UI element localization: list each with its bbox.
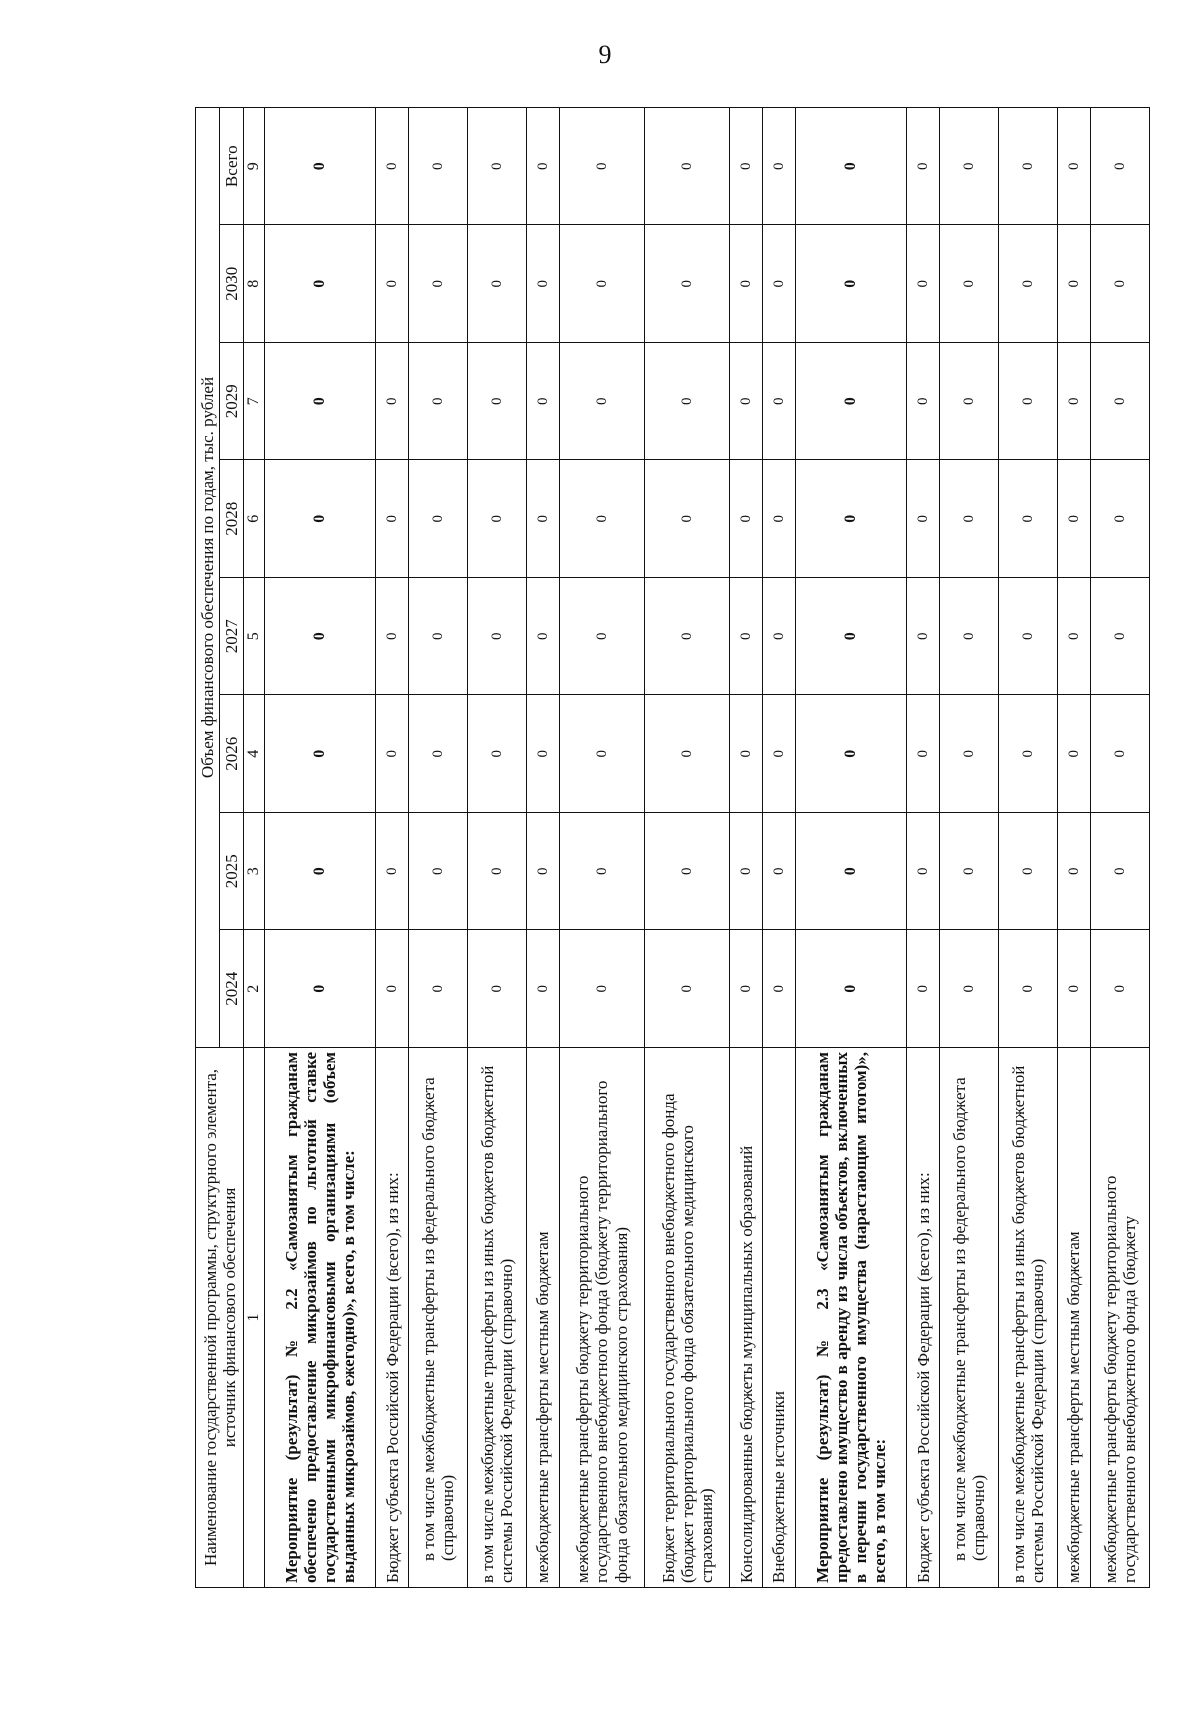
- value-cell: 0: [527, 343, 560, 461]
- value-cell: 0: [998, 225, 1057, 343]
- value-cell: 0: [409, 343, 468, 461]
- column-number: 8: [244, 225, 265, 343]
- value-cell: 0: [730, 578, 763, 696]
- table-body: [264, 107, 1149, 1587]
- value-cell: 0: [1090, 460, 1149, 578]
- value-cell: 0: [468, 813, 527, 931]
- value-cell: 0: [763, 343, 796, 461]
- value-cell: 0: [939, 578, 998, 696]
- value-cell: 0: [795, 107, 906, 225]
- table-row: [763, 107, 796, 1587]
- value-cell: 0: [998, 930, 1057, 1048]
- table-row: [939, 107, 998, 1587]
- year-header: 2025: [220, 813, 244, 931]
- column-number: 1: [244, 1048, 265, 1588]
- year-header: 2026: [220, 695, 244, 813]
- value-cell: 0: [409, 460, 468, 578]
- column-number-row: [244, 107, 265, 1587]
- row-label: Мероприятие (результат) № 2.2 «Самозанятым гражданам обеспечено предоставление микрозаймов по льготной ставке государственными микрофинансовыми организациями (объем выданных микрозаймов, ежегодно)», всего, в том числе:: [264, 1048, 375, 1588]
- value-cell: 0: [468, 930, 527, 1048]
- value-cell: 0: [730, 225, 763, 343]
- table-row: [795, 107, 906, 1587]
- value-cell: 0: [468, 107, 527, 225]
- value-cell: 0: [1057, 695, 1090, 813]
- value-cell: 0: [730, 695, 763, 813]
- value-cell: 0: [998, 813, 1057, 931]
- value-cell: 0: [376, 930, 409, 1048]
- column-number: 2: [244, 930, 265, 1048]
- value-cell: 0: [376, 813, 409, 931]
- value-cell: 0: [795, 813, 906, 931]
- year-header: 2029: [220, 343, 244, 461]
- value-cell: 0: [998, 460, 1057, 578]
- row-label: Внебюджетные источники: [763, 1048, 796, 1588]
- value-cell: 0: [998, 578, 1057, 696]
- value-cell: 0: [559, 930, 644, 1048]
- value-cell: 0: [795, 343, 906, 461]
- row-label: в том числе межбюджетные трансферты из федерального бюджета (справочно): [409, 1048, 468, 1588]
- value-cell: 0: [907, 813, 940, 931]
- value-cell: 0: [409, 225, 468, 343]
- table-row: [730, 107, 763, 1587]
- value-cell: 0: [376, 225, 409, 343]
- value-cell: 0: [264, 225, 375, 343]
- value-cell: 0: [468, 460, 527, 578]
- value-cell: 0: [907, 343, 940, 461]
- value-cell: 0: [559, 225, 644, 343]
- table-row: [1090, 107, 1149, 1587]
- value-cell: 0: [264, 695, 375, 813]
- value-cell: 0: [264, 930, 375, 1048]
- header-volume-cell: Объем финансового обеспечения по годам, тыс. рублей: [196, 107, 220, 1047]
- value-cell: 0: [907, 225, 940, 343]
- value-cell: 0: [376, 107, 409, 225]
- value-cell: 0: [998, 107, 1057, 225]
- value-cell: 0: [1090, 578, 1149, 696]
- value-cell: 0: [1057, 578, 1090, 696]
- value-cell: 0: [939, 107, 998, 225]
- value-cell: 0: [409, 578, 468, 696]
- value-cell: 0: [376, 460, 409, 578]
- value-cell: 0: [730, 930, 763, 1048]
- row-label: межбюджетные трансферты местным бюджетам: [527, 1048, 560, 1588]
- value-cell: 0: [1057, 813, 1090, 931]
- row-label: в том числе межбюджетные трансферты из иных бюджетов бюджетной системы Российской Федерации (справочно): [468, 1048, 527, 1588]
- value-cell: 0: [907, 578, 940, 696]
- total-header: Всего: [220, 107, 244, 225]
- value-cell: 0: [939, 695, 998, 813]
- value-cell: 0: [559, 695, 644, 813]
- table-row: [376, 107, 409, 1587]
- value-cell: 0: [645, 225, 730, 343]
- value-cell: 0: [527, 813, 560, 931]
- value-cell: 0: [376, 343, 409, 461]
- value-cell: 0: [645, 107, 730, 225]
- value-cell: 0: [1090, 107, 1149, 225]
- value-cell: 0: [645, 930, 730, 1048]
- value-cell: 0: [527, 225, 560, 343]
- value-cell: 0: [939, 930, 998, 1048]
- table-row: [998, 107, 1057, 1587]
- column-number: 5: [244, 578, 265, 696]
- table-row: [468, 107, 527, 1587]
- value-cell: 0: [409, 107, 468, 225]
- year-header: 2028: [220, 460, 244, 578]
- value-cell: 0: [763, 695, 796, 813]
- value-cell: 0: [1057, 343, 1090, 461]
- value-cell: 0: [795, 460, 906, 578]
- value-cell: 0: [559, 107, 644, 225]
- table-row: [264, 107, 375, 1587]
- table-row: [645, 107, 730, 1587]
- row-label: в том числе межбюджетные трансферты из федерального бюджета (справочно): [939, 1048, 998, 1588]
- column-number: 6: [244, 460, 265, 578]
- row-label: Мероприятие (результат) № 2.3 «Самозанятым гражданам предоставлено имущество в аренду из числа объектов, включенных в перечни государственного имущества (нарастающим итогом)», всего, в том числе:: [795, 1048, 906, 1588]
- table-row: [1057, 107, 1090, 1587]
- value-cell: 0: [763, 107, 796, 225]
- year-header: 2027: [220, 578, 244, 696]
- column-number: 4: [244, 695, 265, 813]
- value-cell: 0: [468, 695, 527, 813]
- row-label: межбюджетные трансферты бюджету территориального государственного внебюджетного фонда (бюджету: [1090, 1048, 1149, 1588]
- value-cell: 0: [998, 343, 1057, 461]
- row-label: Бюджет субъекта Российской Федерации (всего), из них:: [907, 1048, 940, 1588]
- value-cell: 0: [795, 930, 906, 1048]
- value-cell: 0: [376, 695, 409, 813]
- value-cell: 0: [730, 813, 763, 931]
- value-cell: 0: [795, 225, 906, 343]
- table-landscape-frame: [195, 108, 1150, 1588]
- value-cell: 0: [795, 695, 906, 813]
- year-header: 2024: [220, 930, 244, 1048]
- value-cell: 0: [939, 343, 998, 461]
- row-label: Бюджет субъекта Российской Федерации (всего), из них:: [376, 1048, 409, 1588]
- value-cell: 0: [376, 578, 409, 696]
- row-label: в том числе межбюджетные трансферты из иных бюджетов бюджетной системы Российской Федерации (справочно): [998, 1048, 1057, 1588]
- value-cell: 0: [645, 695, 730, 813]
- year-header: 2030: [220, 225, 244, 343]
- value-cell: 0: [1057, 107, 1090, 225]
- value-cell: 0: [795, 578, 906, 696]
- value-cell: 0: [730, 460, 763, 578]
- value-cell: 0: [559, 460, 644, 578]
- value-cell: 0: [763, 225, 796, 343]
- value-cell: 0: [1090, 813, 1149, 931]
- value-cell: 0: [763, 460, 796, 578]
- value-cell: 0: [527, 695, 560, 813]
- value-cell: 0: [468, 578, 527, 696]
- row-label: межбюджетные трансферты местным бюджетам: [1057, 1048, 1090, 1588]
- column-number: 9: [244, 107, 265, 225]
- value-cell: 0: [939, 813, 998, 931]
- value-cell: 0: [559, 578, 644, 696]
- column-number: 7: [244, 343, 265, 461]
- table-row: [409, 107, 468, 1587]
- value-cell: 0: [939, 460, 998, 578]
- value-cell: 0: [907, 695, 940, 813]
- financing-table: [195, 107, 1150, 1588]
- value-cell: 0: [730, 343, 763, 461]
- value-cell: 0: [763, 930, 796, 1048]
- value-cell: 0: [559, 343, 644, 461]
- value-cell: 0: [730, 107, 763, 225]
- row-label: Бюджет территориального государственного внебюджетного фонда (бюджет территориального фонда обязательного медицинского страхования): [645, 1048, 730, 1588]
- value-cell: 0: [1057, 225, 1090, 343]
- table-row: [559, 107, 644, 1587]
- value-cell: 0: [559, 813, 644, 931]
- value-cell: 0: [264, 578, 375, 696]
- value-cell: 0: [409, 813, 468, 931]
- row-label: межбюджетные трансферты бюджету территориального государственного внебюджетного фонда (бюджету территориального фонда обязательного медицинского страхования): [559, 1048, 644, 1588]
- value-cell: 0: [1090, 343, 1149, 461]
- value-cell: 0: [1090, 930, 1149, 1048]
- page-number: 9: [598, 40, 612, 69]
- value-cell: 0: [763, 578, 796, 696]
- value-cell: 0: [264, 813, 375, 931]
- value-cell: 0: [907, 107, 940, 225]
- value-cell: 0: [264, 460, 375, 578]
- value-cell: 0: [645, 813, 730, 931]
- value-cell: 0: [645, 460, 730, 578]
- value-cell: 0: [998, 695, 1057, 813]
- value-cell: 0: [264, 107, 375, 225]
- value-cell: 0: [763, 813, 796, 931]
- value-cell: 0: [527, 107, 560, 225]
- table-row: [907, 107, 940, 1587]
- rotated-table-wrapper: [195, 108, 1150, 1588]
- value-cell: 0: [468, 343, 527, 461]
- value-cell: 0: [527, 460, 560, 578]
- value-cell: 0: [645, 578, 730, 696]
- value-cell: 0: [1090, 225, 1149, 343]
- value-cell: 0: [468, 225, 527, 343]
- value-cell: 0: [939, 225, 998, 343]
- value-cell: 0: [409, 930, 468, 1048]
- column-number: 3: [244, 813, 265, 931]
- value-cell: 0: [1090, 695, 1149, 813]
- value-cell: 0: [907, 460, 940, 578]
- value-cell: 0: [645, 343, 730, 461]
- table-row: [527, 107, 560, 1587]
- value-cell: 0: [907, 930, 940, 1048]
- value-cell: 0: [264, 343, 375, 461]
- header-name-cell: Наименование государственной программы, структурного элемента, источник финансового обеспечения: [196, 1048, 244, 1588]
- value-cell: 0: [1057, 460, 1090, 578]
- value-cell: 0: [409, 695, 468, 813]
- value-cell: 0: [527, 578, 560, 696]
- value-cell: 0: [1057, 930, 1090, 1048]
- value-cell: 0: [527, 930, 560, 1048]
- row-label: Консолидированные бюджеты муниципальных образований: [730, 1048, 763, 1588]
